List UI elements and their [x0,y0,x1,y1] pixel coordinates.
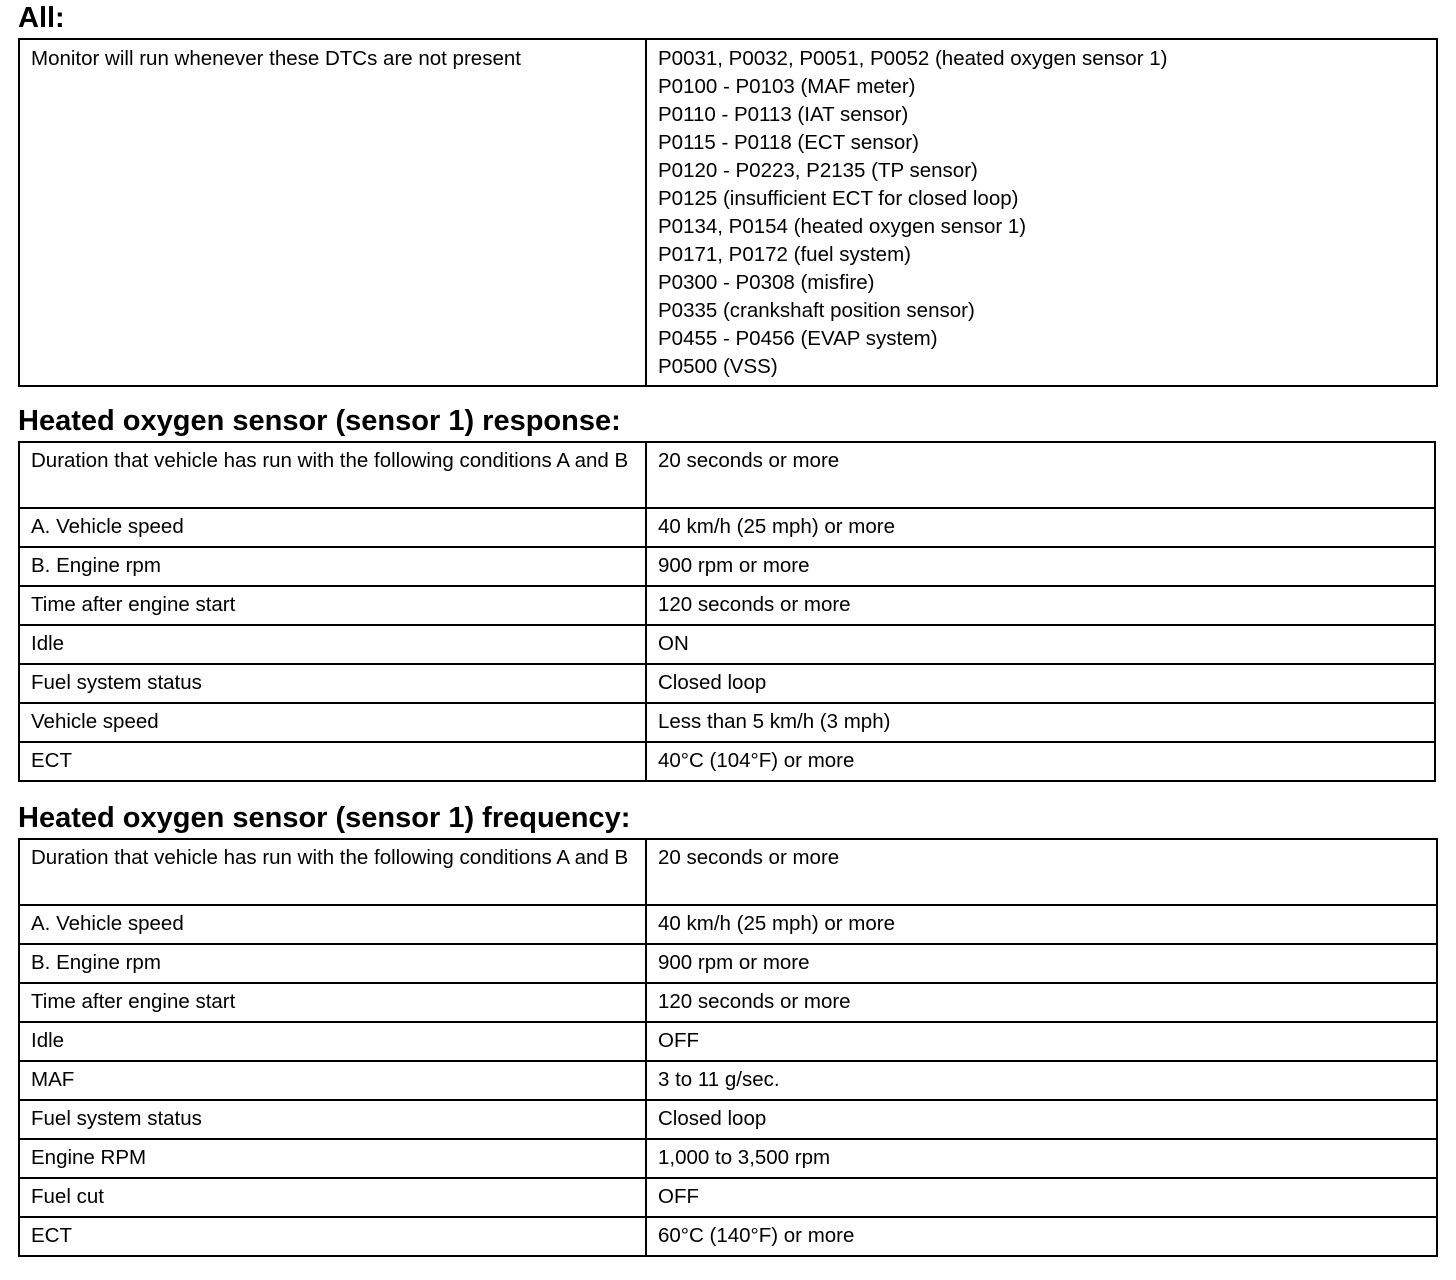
value-cell: 900 rpm or more [646,547,1435,586]
value-cell: 40 km/h (25 mph) or more [646,905,1437,944]
table-row [19,625,1435,664]
all-heading: All: [18,2,65,34]
condition-cell: Vehicle speed [19,703,646,742]
table-row [19,1022,1437,1061]
condition-cell: MAF [19,1061,646,1100]
table-row [19,508,1435,547]
table-row [19,39,1437,386]
condition-cell: Monitor will run whenever these DTCs are not present [19,39,646,386]
value-cell: Closed loop [646,664,1435,703]
value-cell: 1,000 to 3,500 rpm [646,1139,1437,1178]
value-cell: OFF [646,1178,1437,1217]
dtc-item: P0455 - P0456 (EVAP system) [658,327,938,350]
condition-cell: Idle [19,625,646,664]
condition-cell: Fuel system status [19,1100,646,1139]
condition-cell: Time after engine start [19,586,646,625]
frequency-table [18,838,1438,1257]
value-cell: Closed loop [646,1100,1437,1139]
dtc-item: P0100 - P0103 (MAF meter) [658,75,916,98]
dtc-item: P0110 - P0113 (IAT sensor) [658,103,909,126]
value-cell: 60°C (140°F) or more [646,1217,1437,1256]
table-row [19,664,1435,703]
all-dtc-table [18,38,1438,387]
table-row [19,1217,1437,1256]
value-cell: 40 km/h (25 mph) or more [646,508,1435,547]
value-cell: 120 seconds or more [646,586,1435,625]
dtc-item: P0300 - P0308 (misfire) [658,271,875,294]
table-row [19,442,1435,508]
dtc-item: P0115 - P0118 (ECT sensor) [658,131,919,154]
condition-cell: Time after engine start [19,983,646,1022]
value-cell: 20 seconds or more [646,839,1437,905]
dtc-item: P0335 (crankshaft position sensor) [658,299,975,322]
dtc-item: P0500 (VSS) [658,355,778,378]
dtc-list-cell [646,39,1437,386]
dtc-item: P0134, P0154 (heated oxygen sensor 1) [658,215,1027,238]
table-row [19,742,1435,781]
condition-cell: B. Engine rpm [19,547,646,586]
condition-cell: Idle [19,1022,646,1061]
value-cell: Less than 5 km/h (3 mph) [646,703,1435,742]
table-row [19,1139,1437,1178]
response-heading: Heated oxygen sensor (sensor 1) response: [18,405,621,437]
value-cell: 20 seconds or more [646,442,1435,508]
value-cell: ON [646,625,1435,664]
table-row [19,839,1437,905]
condition-cell: Engine RPM [19,1139,646,1178]
response-table [18,441,1436,782]
condition-cell: A. Vehicle speed [19,508,646,547]
condition-cell: A. Vehicle speed [19,905,646,944]
value-cell: 120 seconds or more [646,983,1437,1022]
value-cell: OFF [646,1022,1437,1061]
value-cell: 900 rpm or more [646,944,1437,983]
table-row [19,547,1435,586]
table-row [19,703,1435,742]
condition-cell: Duration that vehicle has run with the following conditions A and B [19,839,646,905]
condition-cell: Fuel cut [19,1178,646,1217]
dtc-item: P0031, P0032, P0051, P0052 (heated oxygen sensor 1) [658,47,1168,70]
table-row [19,944,1437,983]
table-row [19,983,1437,1022]
dtc-item: P0125 (insufficient ECT for closed loop) [658,187,1019,210]
table-row [19,1061,1437,1100]
condition-cell: Duration that vehicle has run with the following conditions A and B [19,442,646,508]
condition-cell: B. Engine rpm [19,944,646,983]
dtc-item: P0120 - P0223, P2135 (TP sensor) [658,159,978,182]
dtc-item: P0171, P0172 (fuel system) [658,243,911,266]
table-row [19,1178,1437,1217]
table-row [19,586,1435,625]
table-row [19,905,1437,944]
frequency-heading: Heated oxygen sensor (sensor 1) frequency: [18,802,631,834]
condition-cell: Fuel system status [19,664,646,703]
condition-cell: ECT [19,742,646,781]
value-cell: 40°C (104°F) or more [646,742,1435,781]
value-cell: 3 to 11 g/sec. [646,1061,1437,1100]
table-row [19,1100,1437,1139]
condition-cell: ECT [19,1217,646,1256]
